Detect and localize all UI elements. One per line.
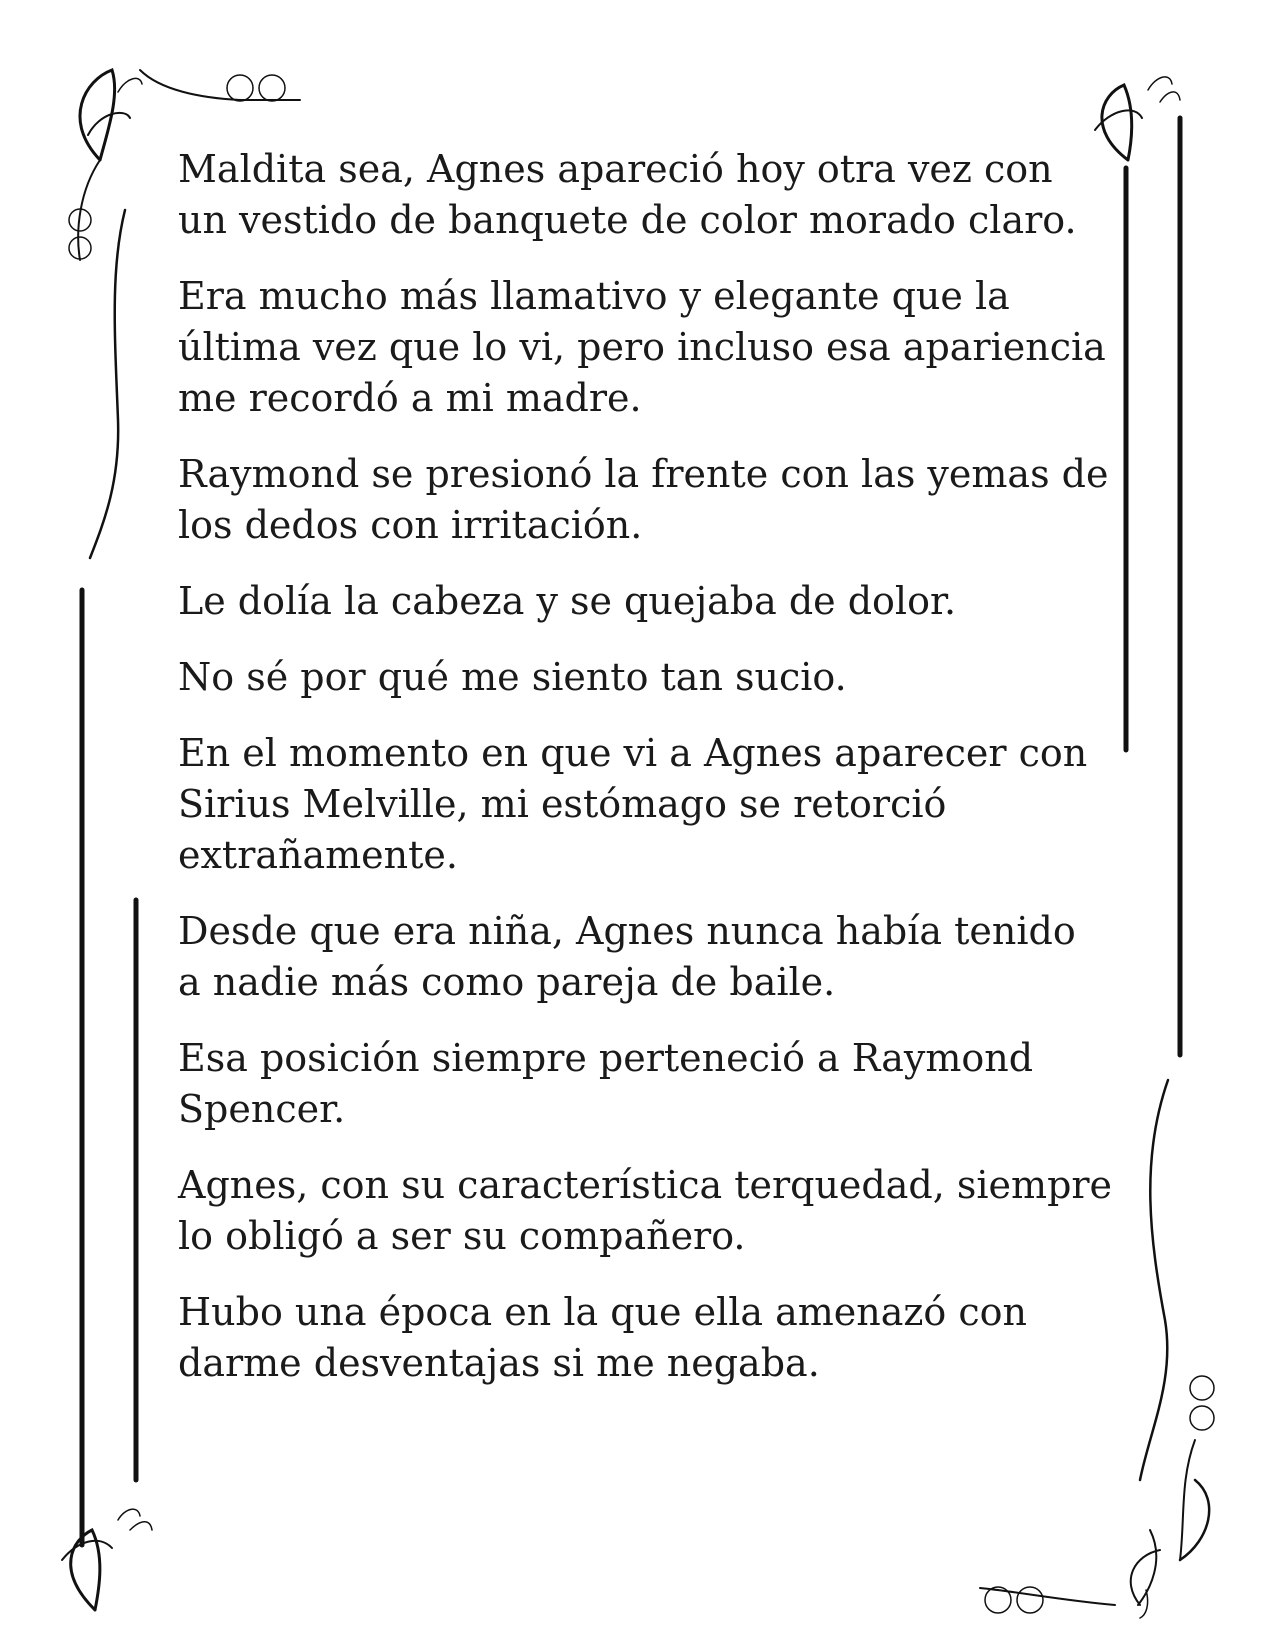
paragraph [178,144,1118,246]
story-text [178,144,1118,1414]
text-line: Le dolía la cabeza y se quejaba de dolor. [178,579,957,623]
text-line: a nadie más como pareja de baile. [178,960,836,1004]
text-line: extrañamente. [178,833,458,877]
paragraph [178,906,1118,1008]
text-line: los dedos con irritación. [178,503,643,547]
bottom-left-flourish-icon [62,1509,152,1610]
paragraph [178,1160,1118,1262]
text-line: me recordó a mi madre. [178,376,642,420]
text-line: Desde que era niña, Agnes nunca había tenido [178,909,1076,953]
text-line: Spencer. [178,1087,346,1131]
text-line: Esa posición siempre perteneció a Raymond [178,1036,1034,1080]
text-line: Raymond se presionó la frente con las yemas de [178,452,1109,496]
text-line: Hubo una época en la que ella amenazó con [178,1290,1028,1334]
text-line: Sirius Melville, mi estómago se retorció [178,782,947,826]
paragraph [178,271,1118,424]
text-line: darme desventajas si me negaba. [178,1341,820,1385]
paragraph [178,1287,1118,1389]
text-line: última vez que lo vi, pero incluso esa apariencia [178,325,1106,369]
text-line: lo obligó a ser su compañero. [178,1214,746,1258]
text-line: Maldita sea, Agnes apareció hoy otra vez con [178,147,1053,191]
paragraph [178,1033,1118,1135]
paragraph [178,652,1118,703]
text-line: un vestido de banquete de color morado claro. [178,198,1077,242]
text-line: Agnes, con su característica terquedad, siempre [178,1163,1113,1207]
text-line: No sé por qué me siento tan sucio. [178,655,847,699]
paragraph [178,576,1118,627]
text-line: Era mucho más llamativo y elegante que la [178,274,1010,318]
paragraph [178,449,1118,551]
text-line: En el momento en que vi a Agnes aparecer con [178,731,1088,775]
paragraph [178,728,1118,881]
